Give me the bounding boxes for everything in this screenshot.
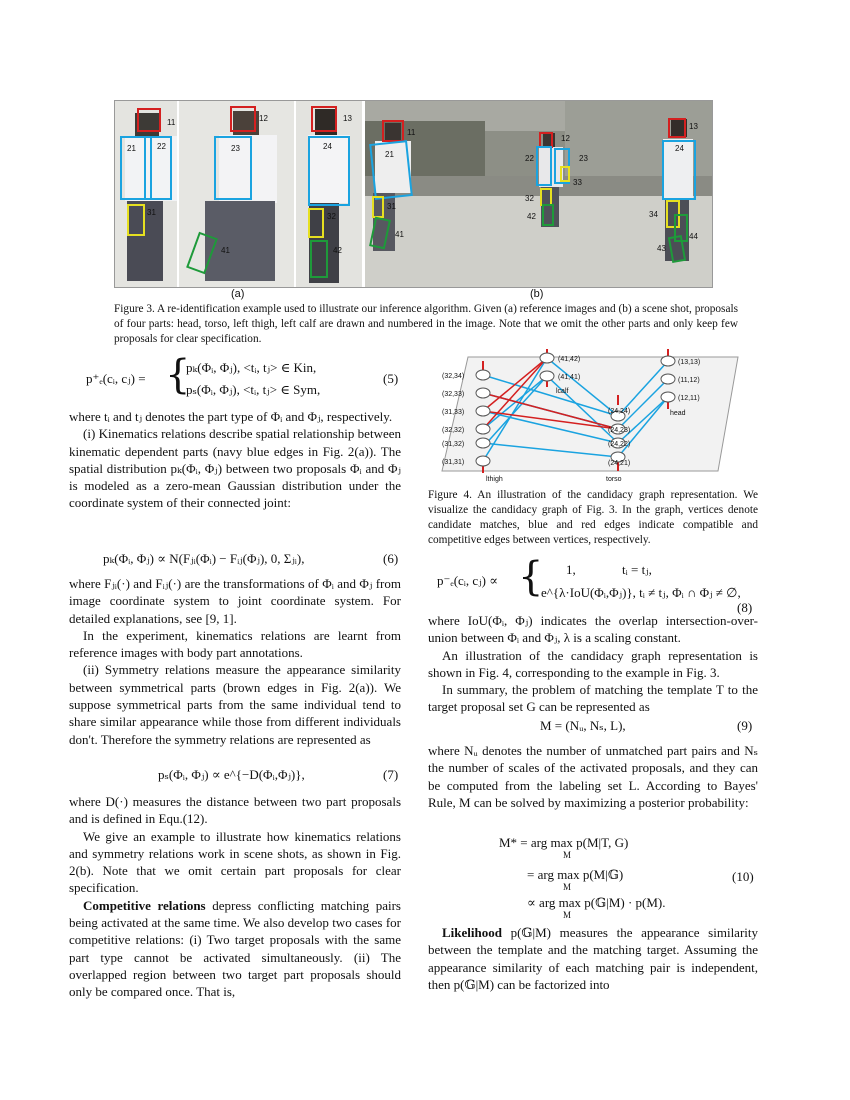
figure-3-photos — [115, 101, 712, 287]
eq9-number: (9) — [737, 718, 753, 733]
ref-label: 21 — [127, 144, 136, 153]
eq8-lhs: p⁻ₑ(cᵢ, cⱼ) ∝ — [437, 573, 499, 588]
figure-3-image — [114, 100, 713, 288]
eq8-brace: { — [518, 554, 544, 600]
node-lthigh: (31,33) — [442, 409, 465, 416]
node-head: (13,13) — [678, 359, 701, 366]
eq8-case-2: e^{λ·IoU(Φᵢ,Φⱼ)}, tᵢ ≠ tⱼ, Φᵢ ∩ Φⱼ ≠ ∅, — [541, 585, 741, 600]
eq10-line-2: = arg max p(M|𝔾) — [527, 867, 624, 882]
group-label-head: head — [670, 410, 686, 417]
eq8-number: (8) — [737, 600, 753, 615]
right-column-text-3 — [428, 924, 758, 993]
eq10-sub-1: M — [563, 850, 572, 860]
competitive-heading: Competitive relations — [83, 897, 206, 913]
group-label-lcalf: lcalf — [556, 388, 569, 395]
scene-label: 13 — [689, 122, 698, 131]
ref-label: 42 — [333, 246, 342, 255]
para-experiment: In the experiment, kinematics relations are learnt from reference images with body part annotations. — [69, 627, 401, 661]
eq10-sub-3: M — [563, 910, 572, 920]
eq7-number: (7) — [383, 767, 399, 782]
node-torso: (24,21) — [608, 460, 631, 467]
eq10-number: (10) — [732, 869, 754, 884]
ref-label: 22 — [157, 142, 166, 151]
node-lthigh: (32,33) — [442, 391, 465, 398]
ref-label: 24 — [323, 142, 332, 151]
scene-label: 12 — [561, 134, 570, 143]
ref-label: 23 — [231, 144, 240, 153]
scene-label: 22 — [525, 154, 534, 163]
node-torso: (24,23) — [608, 427, 631, 434]
para-summary: In summary, the problem of matching the template T to the target proposal set G can be represented as — [428, 682, 758, 715]
right-column-text-2 — [428, 742, 758, 811]
likelihood-heading: Likelihood — [442, 925, 502, 940]
para-competitive — [69, 897, 401, 1001]
para-illustration: An illustration of the candidacy graph representation is shown in Fig. 4, corresponding to the example in Fig. 3. — [428, 647, 758, 680]
node-lcalf: (41,42) — [558, 356, 581, 363]
left-column-text-3 — [69, 793, 401, 1001]
eq10-line-3: ∝ arg max p(𝔾|M) · p(M). — [527, 895, 666, 910]
eq10-line-1: M* = arg max p(M|T, G) — [499, 835, 629, 850]
para-transformations: where Fⱼᵢ(·) and Fᵢⱼ(·) are the transformations of Φᵢ and Φⱼ from image coordinate system to joint coordinate system. For detailed explanations, see [9, 1]. — [69, 576, 401, 626]
eq5-brace: { — [165, 352, 191, 398]
figure-3-label-a: (a) — [231, 288, 245, 300]
left-column-text-1 — [69, 408, 401, 512]
scene-label: 11 — [407, 128, 416, 137]
eq10-sub-2: M — [563, 882, 572, 892]
figure-3-caption: Figure 3. A re-identification example used to illustrate our inference algorithm. Given (a) reference images and (b) a scene shot, proposals of four parts: head, torso, left thigh, left calf are drawn and numbered in the image. Note that we omit the other parts and only keep few proposals for clear specification. — [114, 303, 738, 345]
ref-label: 11 — [167, 118, 176, 127]
node-lthigh: (31,32) — [442, 441, 465, 448]
para-part-type: where tᵢ and tⱼ denotes the part type of Φᵢ and Φⱼ, respectively. — [69, 409, 393, 424]
scene-label: 44 — [689, 232, 698, 241]
scene-label: 23 — [579, 154, 588, 163]
node-head: (12,11) — [678, 395, 700, 402]
para-iou: where IoU(Φᵢ, Φⱼ) indicates the overlap intersection-over-union between Φᵢ and Φⱼ, λ is a scaling constant. — [428, 613, 758, 646]
para-distance: where D(·) measures the distance between two part proposals and is defined in Equ.(12). — [69, 794, 401, 827]
scene-label: 42 — [527, 212, 536, 221]
eq8-case-1b: tᵢ = tⱼ, — [622, 562, 652, 577]
group-label-lthigh: lthigh — [486, 476, 503, 483]
scene-label: 32 — [525, 194, 534, 203]
figure-4-graph — [428, 343, 758, 483]
para-example: We give an example to illustrate how kinematics relations and symmetry relations work in scene shots, as shown in Fig. 2(b). Note that we omit certain part proposals for clear specification. — [69, 828, 401, 896]
scene-label: 31 — [387, 202, 396, 211]
scene-label: 41 — [395, 230, 404, 239]
eq5-case-1: pₖ(Φᵢ, Φⱼ), <tᵢ, tⱼ> ∈ Kin, — [186, 360, 317, 375]
ref-label: 31 — [147, 208, 156, 217]
node-lthigh: (32,34) — [442, 373, 465, 380]
scene-label: 43 — [657, 244, 666, 253]
para-symmetry: (ii) Symmetry relations measure the appearance similarity between symmetrical parts (brown edges in Fig. 2(a)). We suppose symmetrical parts from the same individual tend to share similar appearance while those from different individuals don't. Therefore the symmetry relations are represented as — [69, 662, 401, 747]
para-kinematics: (i) Kinematics relations describe spatial relationship between kinematic dependent parts (navy blue edges in Fig. 2(a)). The spatial distribution pₖ(Φᵢ, Φⱼ) between two proposals Φᵢ and Φⱼ is modeled as a zero-mean Gaussian distribution under the coordinate system of their connected joint: — [69, 426, 401, 511]
eq5-lhs: p⁺ₑ(cᵢ, cⱼ) = — [86, 371, 146, 386]
para-bayes: where Nᵤ denotes the number of unmatched part pairs and Nₛ the number of scales of the activated proposals, and they can be computed from the labeling set L. According to Bayes' Rule, M can be solved by maximizing a posterior probability: — [428, 743, 758, 810]
right-column-text-1 — [428, 612, 758, 716]
node-torso: (24,22) — [608, 441, 631, 448]
eq5-case-2: pₛ(Φᵢ, Φⱼ), <tᵢ, tⱼ> ∈ Sym, — [186, 382, 321, 397]
node-lthigh: (31,31) — [442, 459, 465, 466]
ref-label: 41 — [221, 246, 230, 255]
ref-label: 12 — [259, 114, 268, 123]
scene-label: 34 — [649, 210, 658, 219]
eq7: pₛ(Φᵢ, Φⱼ) ∝ e^{−D(Φᵢ,Φⱼ)}, — [158, 767, 305, 782]
candidacy-graph — [428, 343, 758, 483]
figure-3-label-b: (b) — [530, 288, 544, 300]
scene-label: 33 — [573, 178, 582, 187]
node-lthigh: (32,32) — [442, 427, 465, 434]
node-lcalf: (41,41) — [558, 374, 581, 381]
figure-4-caption: Figure 4. An illustration of the candidacy graph representation. We visualize the candidacy graph of Fig. 3. In the graph, vertices denote candidate matches, blue and red edges indicate compatible and competitive edges between vertices, respectively. — [428, 489, 758, 546]
node-torso: (24,24) — [608, 408, 631, 415]
eq5-number: (5) — [383, 371, 399, 386]
left-column-text-2 — [69, 575, 401, 748]
ref-label: 13 — [343, 114, 352, 123]
eq6-number: (6) — [383, 551, 399, 566]
para-likelihood — [428, 924, 758, 993]
eq8-case-1a: 1, — [566, 562, 576, 577]
eq6: pₖ(Φᵢ, Φⱼ) ∝ N(Fⱼᵢ(Φᵢ) − Fᵢⱼ(Φⱼ), 0, Σⱼᵢ), — [103, 551, 305, 566]
scene-label: 24 — [675, 144, 684, 153]
competitive-text: depress conflicting matching pairs being activated at the same time. We also develop two cases for competitive relations: (i) Two target proposals with the same part type cannot be activated simultaneously. (ii) The overlapped region between two target part proposals should only be compared once. That is, — [69, 897, 401, 1000]
likelihood-text: p(𝔾|M) measures the appearance similarity between the template and the matching target. Assuming the appearance similarity of each matching pair is independent, then p(𝔾|M) can be factorized into — [428, 925, 758, 992]
node-head: (11,12) — [678, 377, 700, 384]
ref-label: 32 — [327, 212, 336, 221]
scene-label: 21 — [385, 150, 394, 159]
group-label-torso: torso — [606, 476, 622, 483]
eq9: M = (Nᵤ, Nₛ, L), — [540, 718, 626, 733]
